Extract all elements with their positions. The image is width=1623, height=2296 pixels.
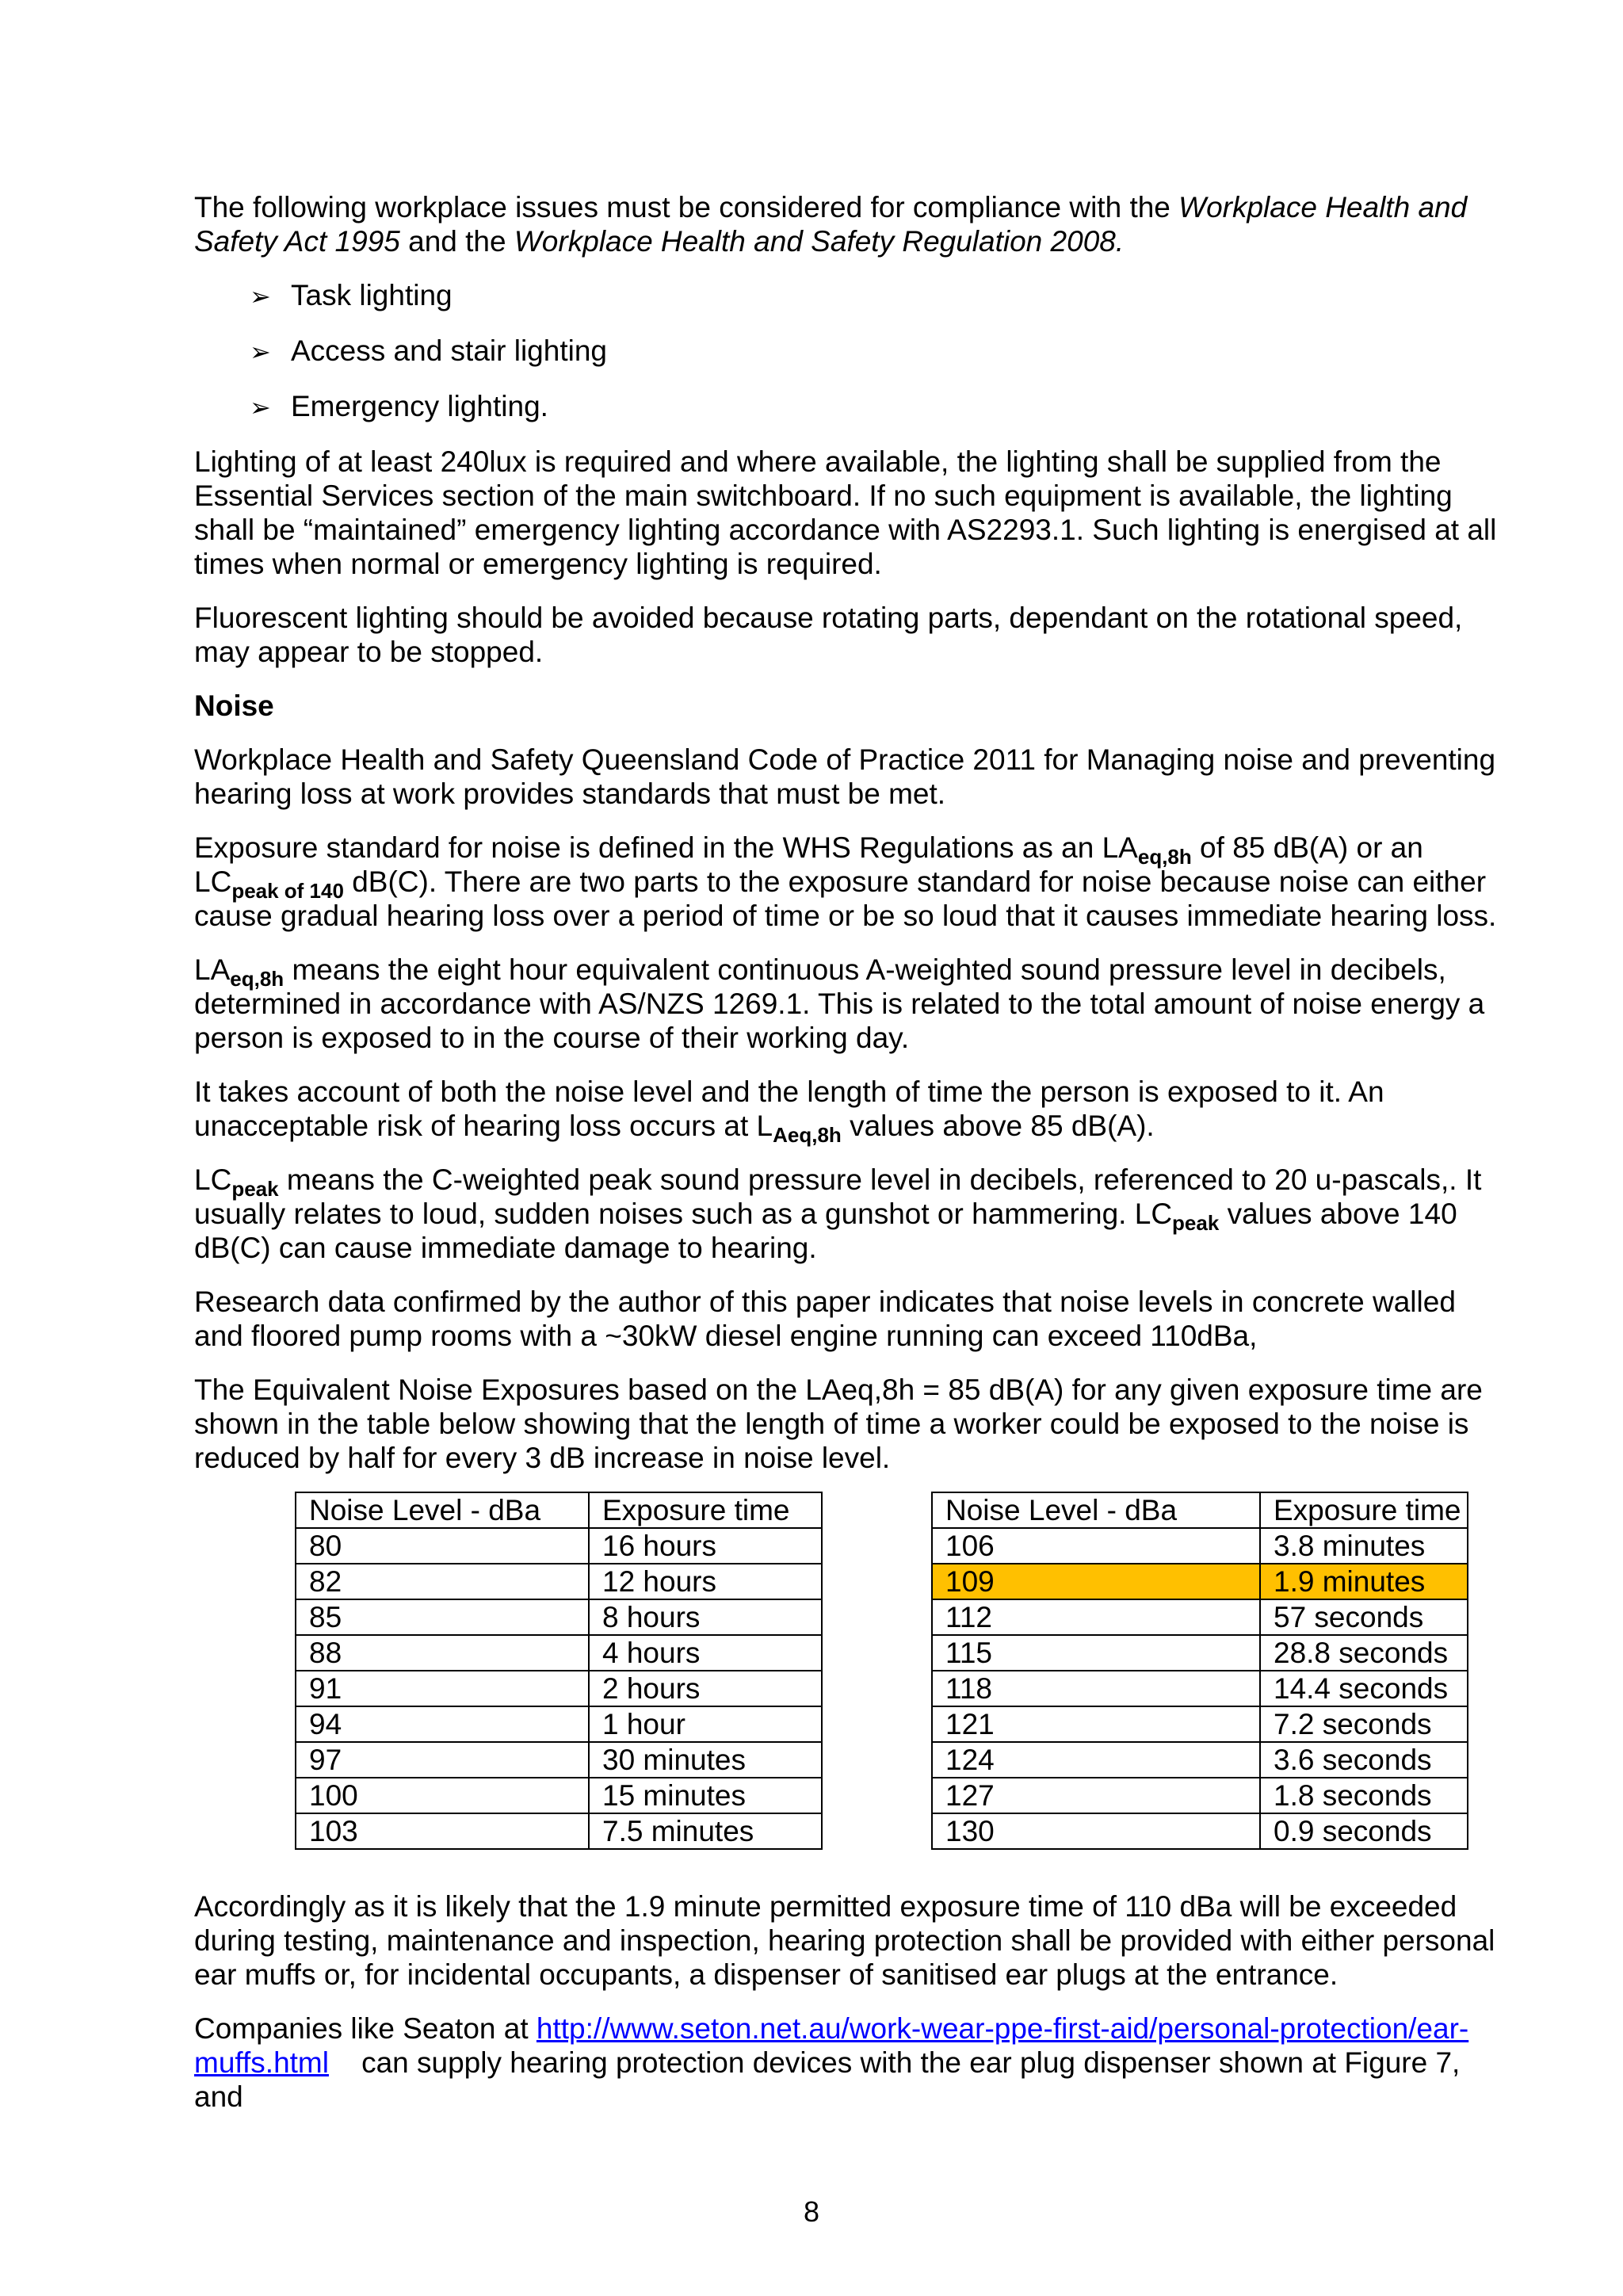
noise-level-cell: 80 (296, 1528, 589, 1564)
exposure-time-cell: 4 hours (589, 1635, 822, 1671)
lighting-paragraph: Lighting of at least 240lux is required and where available, the lighting shall be supplied from the Essential Services section of the main switchboard. If no such equipment is available, the lighting shall be “maintained” emergency lighting accordance with AS2293.1. Such lighting is energised at all times when normal or emergency lighting is required. (194, 445, 1497, 580)
table-row (296, 1599, 822, 1635)
table-row (932, 1742, 1468, 1778)
table-row (296, 1528, 822, 1564)
lighting-bullet-list (194, 278, 1502, 425)
exposure-time-cell: 30 minutes (589, 1742, 822, 1778)
exposure-time-cell: 15 minutes (589, 1778, 822, 1813)
list-item: ➢ Task lighting (250, 278, 1502, 314)
noise-level-cell: 85 (296, 1599, 589, 1635)
exposure-time-cell: 12 hours (589, 1564, 822, 1599)
noise-level-cell: 130 (932, 1813, 1260, 1849)
noise-exposure-tables (295, 1492, 1502, 1850)
code-of-practice-paragraph: Workplace Health and Safety Queensland Code of Practice 2011 for Managing noise and preventing hearing loss at work provides standards that must be met. (194, 743, 1496, 810)
table-row (296, 1564, 822, 1599)
noise-level-cell: 94 (296, 1706, 589, 1742)
regulation-title: Workplace Health and Safety Regulation 2008. (514, 225, 1125, 258)
exposure-time-cell: 57 seconds (1260, 1599, 1468, 1635)
arrow-bullet-icon: ➢ (250, 393, 271, 422)
page-number: 8 (803, 2195, 820, 2228)
exposure-time-cell: 7.5 minutes (589, 1813, 822, 1849)
table-header-row (296, 1492, 822, 1528)
noise-level-cell: 91 (296, 1671, 589, 1706)
table-right-body (932, 1528, 1468, 1849)
table-left-body (296, 1528, 822, 1849)
table-row (932, 1706, 1468, 1742)
noise-level-cell: 118 (932, 1671, 1260, 1706)
table-row (296, 1813, 822, 1849)
exposure-time-cell: 7.2 seconds (1260, 1706, 1468, 1742)
header-noise-level: Noise Level - dBa (932, 1492, 1260, 1528)
table-row (932, 1599, 1468, 1635)
exposure-time-cell: 1.8 seconds (1260, 1778, 1468, 1813)
header-noise-level: Noise Level - dBa (296, 1492, 589, 1528)
noise-level-cell: 124 (932, 1742, 1260, 1778)
exposure-time-cell: 8 hours (589, 1599, 822, 1635)
fluorescent-paragraph: Fluorescent lighting should be avoided because rotating parts, dependant on the rotational speed, may appear to be stopped. (194, 602, 1463, 668)
accordingly-paragraph: Accordingly as it is likely that the 1.9 minute permitted exposure time of 110 dBa will be exceeded during testing, maintenance and inspection, hearing protection shall be provided with either personal ear muffs or, for incidental occupants, a dispenser of sanitised ear plugs at the entrance. (194, 1890, 1495, 1991)
table-row (932, 1564, 1468, 1599)
noise-level-cell: 112 (932, 1599, 1260, 1635)
table-row (932, 1813, 1468, 1849)
noise-table-right (931, 1492, 1468, 1850)
exposure-time-cell: 28.8 seconds (1260, 1635, 1468, 1671)
exposure-time-cell: 1.9 minutes (1260, 1564, 1468, 1599)
exposure-time-cell: 2 hours (589, 1671, 822, 1706)
noise-level-cell: 88 (296, 1635, 589, 1671)
table-row (932, 1635, 1468, 1671)
risk-paragraph: It takes account of both the noise level and the length of time the person is exposed to it. An unacceptable risk of hearing loss occurs at $L_{Aeq,8h}$ values above 85 dB(A). (194, 1075, 1384, 1147)
noise-level-cell: 121 (932, 1706, 1260, 1742)
noise-level-cell: 109 (932, 1564, 1260, 1599)
table-row (296, 1635, 822, 1671)
arrow-bullet-icon: ➢ (250, 282, 271, 311)
list-item: ➢ Access and stair lighting (250, 334, 1502, 369)
exposure-time-cell: 0.9 seconds (1260, 1813, 1468, 1849)
noise-level-cell: 115 (932, 1635, 1260, 1671)
seton-ear-muffs-link[interactable]: http://www.seton.net.au/work-wear-ppe-first-aid/personal-protection/ear-muffs.html (194, 2012, 1469, 2079)
exposure-standard-paragraph: Exposure standard for noise is defined in the WHS Regulations as an $LA_{eq,8h}$ of 85 dB(A) or an $LC_{peak of 140}$ dB(C). There are two parts to the exposure standard for noise because noise can either cause gradual hearing loss over a period of time or be so loud that it causes immediate hearing loss. (194, 831, 1497, 932)
companies-paragraph: Companies like Seaton at http://www.seton.net.au/work-wear-ppe-first-aid/personal-protection/ear-muffs.html can supply hearing protection devices with the ear plug dispenser shown at Figure 7, and (194, 2012, 1469, 2113)
exposure-time-cell: 16 hours (589, 1528, 822, 1564)
exposure-time-cell: 14.4 seconds (1260, 1671, 1468, 1706)
noise-heading: Noise (194, 690, 274, 722)
noise-level-cell: 82 (296, 1564, 589, 1599)
table-row (932, 1671, 1468, 1706)
arrow-bullet-icon: ➢ (250, 338, 271, 366)
table-row (932, 1528, 1468, 1564)
exposure-time-cell: 3.6 seconds (1260, 1742, 1468, 1778)
table-row (296, 1706, 822, 1742)
exposure-time-cell: 1 hour (589, 1706, 822, 1742)
list-item: ➢ Emergency lighting. (250, 389, 1502, 425)
noise-level-cell: 100 (296, 1778, 589, 1813)
intro-paragraph: The following workplace issues must be considered for compliance with the Workplace Health and Safety Act 1995 and the Workplace Health and Safety Regulation 2008. (194, 191, 1468, 258)
noise-level-cell: 106 (932, 1528, 1260, 1564)
noise-level-cell: 127 (932, 1778, 1260, 1813)
table-row (296, 1742, 822, 1778)
header-exposure-time: Exposure time (589, 1492, 822, 1528)
table-row (932, 1778, 1468, 1813)
noise-level-cell: 97 (296, 1742, 589, 1778)
document-page (194, 190, 1502, 2134)
table-header-row (932, 1492, 1468, 1528)
header-exposure-time: Exposure time (1260, 1492, 1468, 1528)
noise-level-cell: 103 (296, 1813, 589, 1849)
lcpeak-paragraph: $LC_{peak}$ means the C-weighted peak sound pressure level in decibels, referenced to 20 u-pascals,. It usually relates to loud, sudden noises such as a gunshot or hammering. $LC_{peak}$ values above 140 dB(C) can cause immediate damage to hearing. (194, 1163, 1482, 1264)
table-row (296, 1671, 822, 1706)
act-title: Workplace Health and Safety Act 1995 (194, 191, 1468, 258)
laeq-paragraph: $LA_{eq,8h}$ means the eight hour equivalent continuous A-weighted sound pressure level in decibels, determined in accordance with AS/NZS 1269.1. This is related to the total amount of noise energy a person is exposed to in the course of their working day. (194, 953, 1485, 1054)
noise-table-left (295, 1492, 823, 1850)
exposure-time-cell: 3.8 minutes (1260, 1528, 1468, 1564)
research-paragraph: Research data confirmed by the author of this paper indicates that noise levels in concrete walled and floored pump rooms with a ~30kW diesel engine running can exceed 110dBa, (194, 1286, 1456, 1352)
equivalent-exposure-paragraph: The Equivalent Noise Exposures based on the LAeq,8h = 85 dB(A) for any given exposure time are shown in the table below showing that the length of time a worker could be exposed to the noise is reduced by half for every 3 dB increase in noise level. (194, 1373, 1483, 1474)
table-row (296, 1778, 822, 1813)
